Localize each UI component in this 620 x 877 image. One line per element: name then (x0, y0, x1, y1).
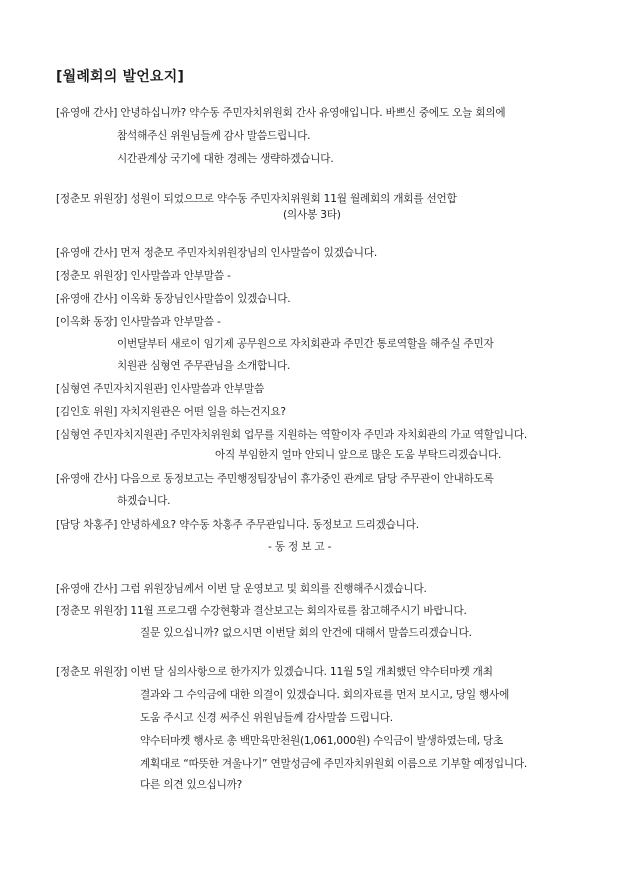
minutes-line: 질문 있으십니까? 없으시면 이번달 회의 안건에 대해서 말씀드리겠습니다. (140, 627, 472, 639)
minutes-line: [유영애 간사] 안녕하십니까? 약수동 주민자치위원회 간사 유영애입니다. 바쁘신 중에도 오늘 회의에 (56, 107, 506, 119)
minutes-line: [심형연 주민자치지원관] 주민자치위원회 업무를 지원하는 역할이자 주민과 자치회관의 가교 역할입니다. (56, 429, 527, 441)
minutes-line: [정춘모 위원장] 성원이 되었으므로 약수동 주민자치위원회 11월 월례회의 개회를 선언합 (56, 193, 457, 205)
minutes-line: 아직 부임한지 얼마 안되니 앞으로 많은 도움 부탁드리겠습니다. (215, 449, 502, 461)
minutes-line: 이번달부터 새로이 임기제 공무원으로 자치회관과 주민간 통로역할을 해주실 주민자 (117, 338, 494, 350)
minutes-line: 치원관 심형연 주무관님을 소개합니다. (117, 360, 291, 372)
minutes-line: 시간관계상 국기에 대한 경례는 생략하겠습니다. (117, 153, 334, 165)
minutes-line: 약수터마켓 행사로 총 백만육만천원(1,061,000원) 수익금이 발생하였는데, 당초 (140, 735, 504, 747)
minutes-line: 결과와 그 수익금에 대한 의결이 있겠습니다. 회의자료를 먼저 보시고, 당일 행사에 (140, 689, 510, 701)
document-title: [월례회의 발언요지] (56, 69, 185, 85)
minutes-line: [정춘모 위원장] 11월 프로그램 수강현황과 결산보고는 회의자료를 참고해주시기 바랍니다. (56, 605, 467, 617)
minutes-line: 참석해주신 위원님들께 감사 말씀드립니다. (117, 130, 311, 142)
minutes-line: 다른 의견 있으십니까? (140, 779, 243, 791)
minutes-line: [유영애 간사] 먼저 정춘모 주민자치위원장님의 인사말씀이 있겠습니다. (56, 247, 378, 259)
minutes-line: 계획대로 “따뜻한 겨울나기” 연말성금에 주민자치위원회 이름으로 기부할 예정입니다. (140, 758, 528, 770)
minutes-line: [유영애 간사] 이옥화 동장님인사말씀이 있겠습니다. (56, 293, 291, 305)
minutes-line: [담당 차홍주] 안녕하세요? 약수동 차홍주 주무관입니다. 동정보고 드리겠습니다. (56, 519, 419, 531)
minutes-line: 하겠습니다. (117, 495, 171, 507)
minutes-line: [유영애 간사] 다음으로 동정보고는 주민행정팀장님이 휴가중인 관계로 담당 주무관이 안내하도록 (56, 473, 494, 485)
minutes-line: [김인호 위원] 자치지원관은 어떤 일을 하는건지요? (56, 406, 286, 418)
minutes-line: 도움 주시고 신경 써주신 위원님들께 감사말씀 드립니다. (140, 712, 393, 724)
minutes-line: [정춘모 위원장] 인사말씀과 안부말씀 - (56, 270, 231, 282)
minutes-line: [정춘모 위원장] 이번 달 심의사항으로 한가지가 있겠습니다. 11월 5일 개최했던 약수터마켓 개최 (56, 666, 493, 678)
minutes-line: (의사봉 3타) (283, 209, 341, 221)
section-marker: - 동 정 보 고 - (268, 541, 332, 553)
minutes-line: [심형연 주민자치지원관] 인사말씀과 안부말씀 (56, 383, 265, 395)
minutes-line: [유영애 간사] 그럼 위원장님께서 이번 달 운영보고 및 회의를 진행해주시겠습니다. (56, 583, 427, 595)
minutes-line: [이옥화 동장] 인사말씀과 안부말씀 - (56, 316, 221, 328)
